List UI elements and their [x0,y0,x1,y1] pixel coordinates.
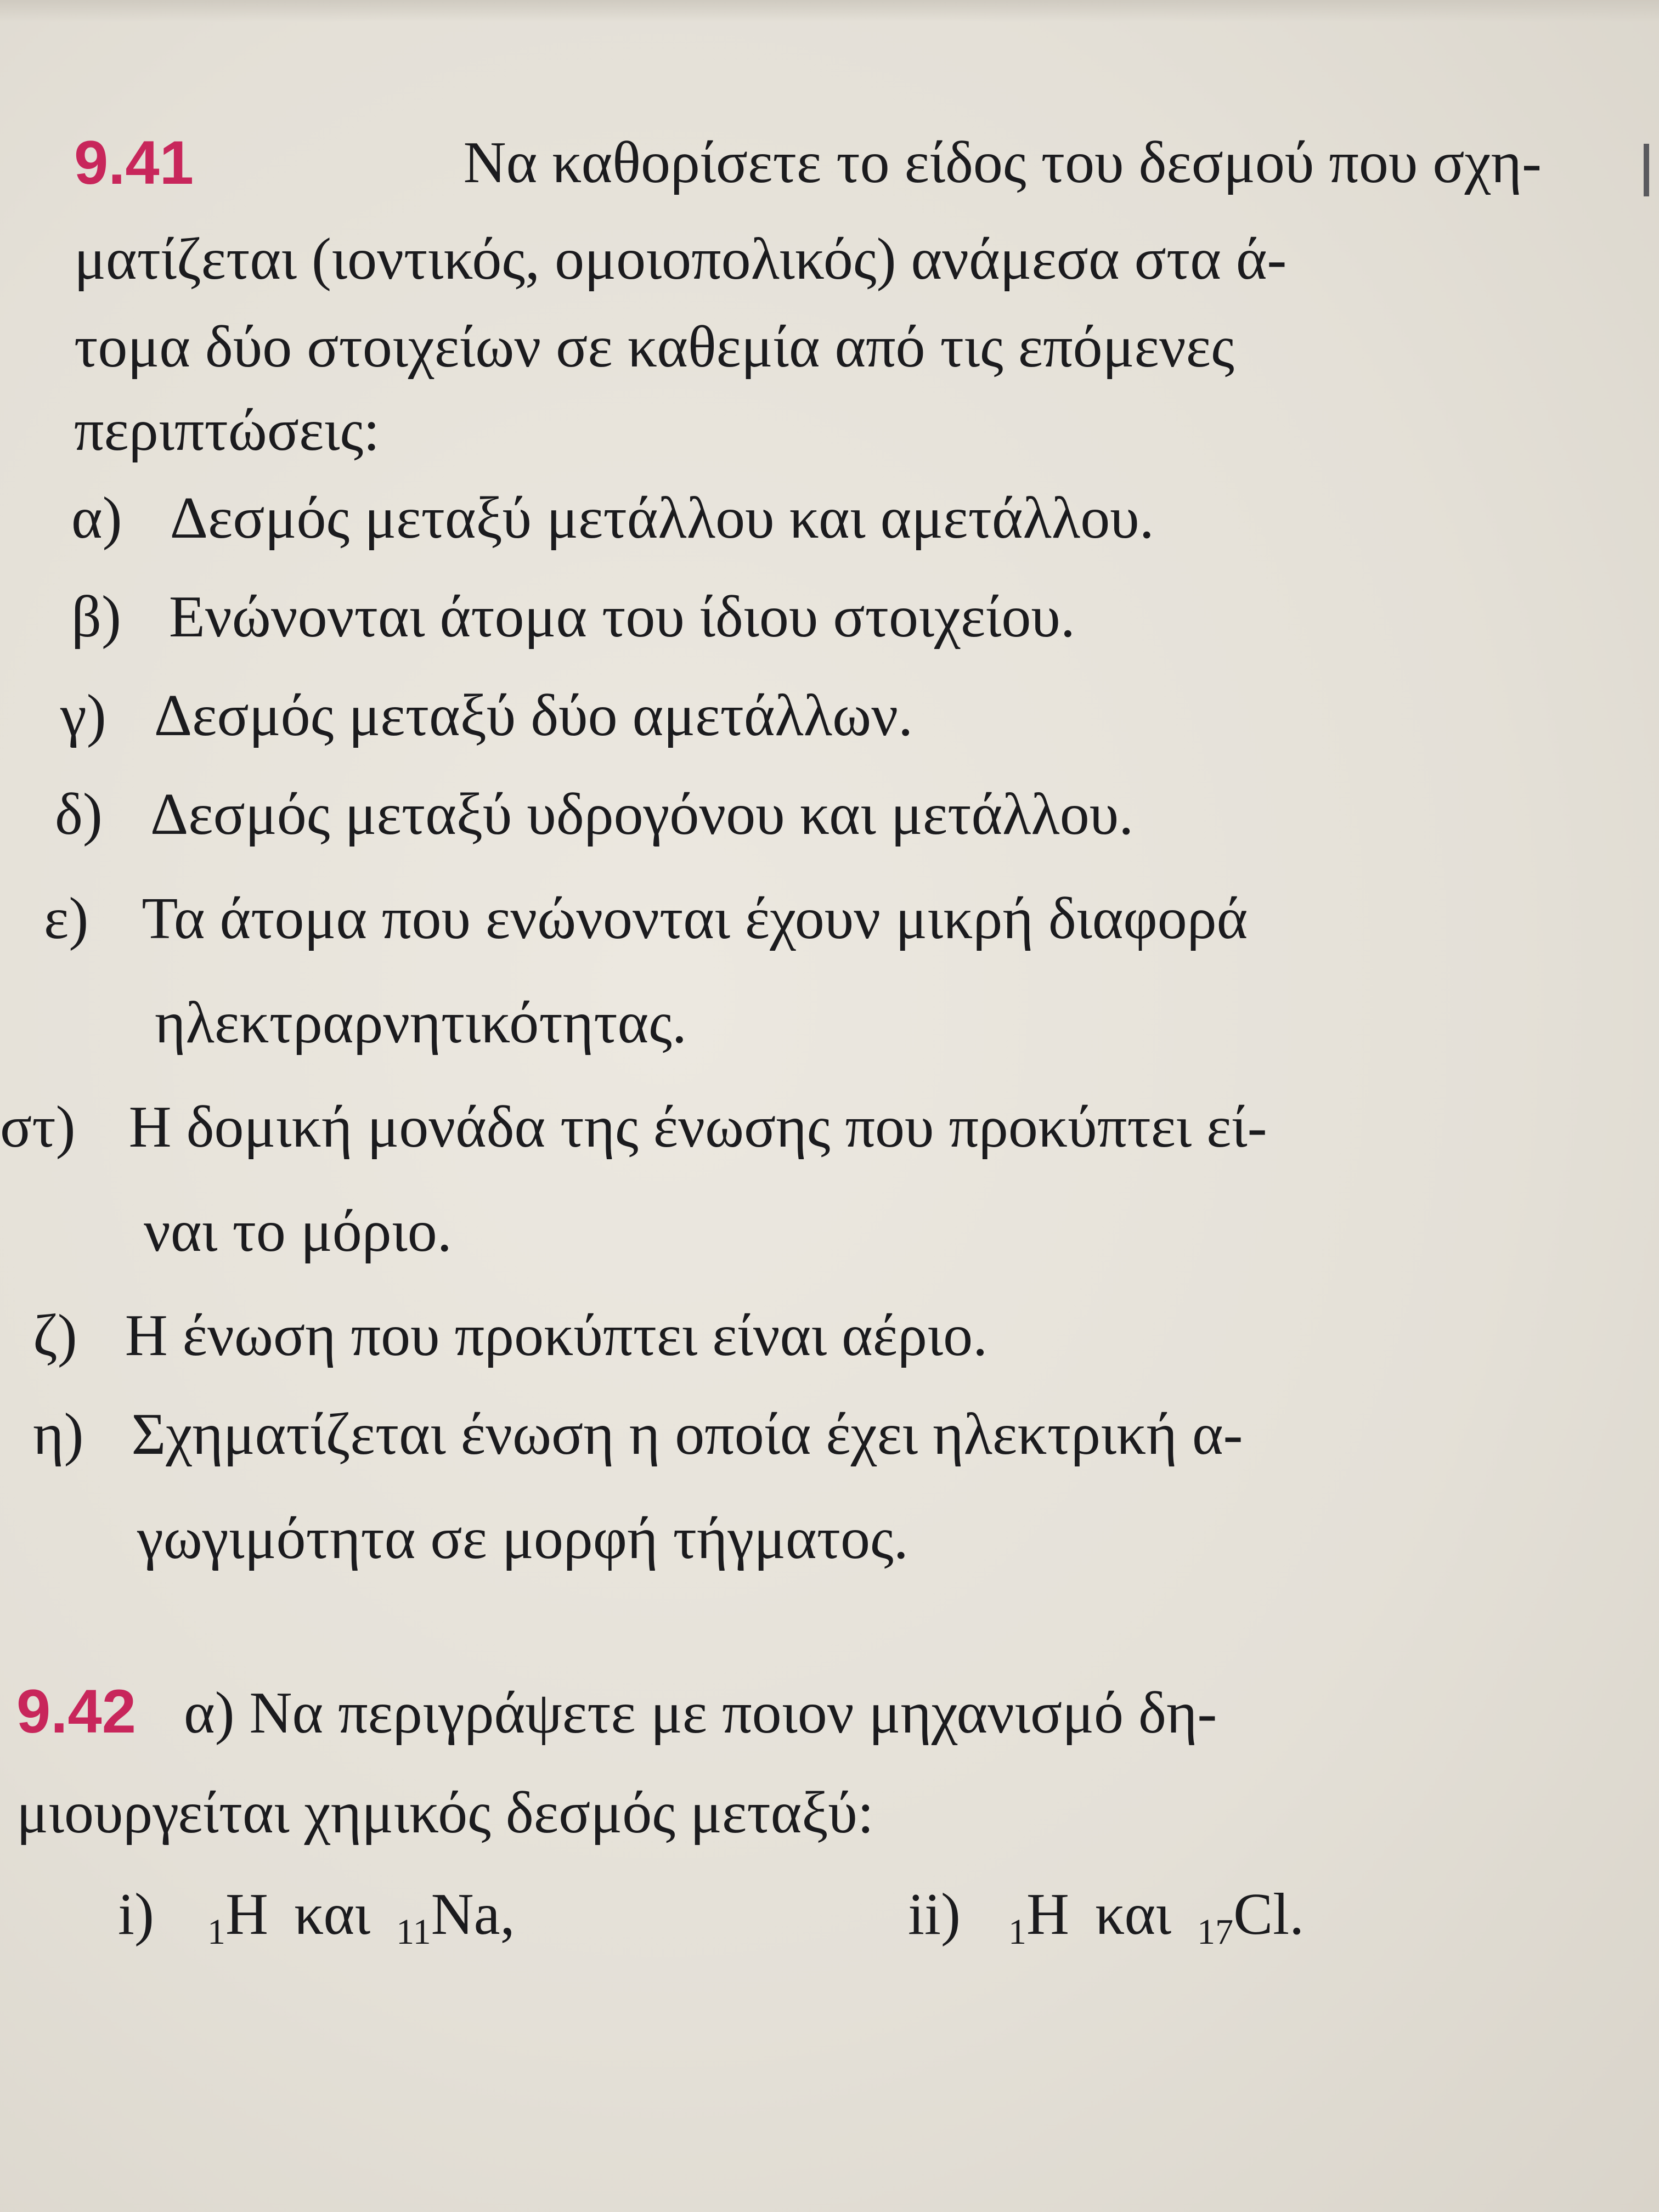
list-item-b [71,582,1075,653]
problem-942-line-2: μιουργείται χημικός δεσμός μεταξύ: [16,1780,874,1846]
problem-941-text: Να καθορίσετε το είδος του δεσμού που σχη- [463,130,1542,195]
item-text: Τα άτομα που ενώνονται έχουν μικρή διαφορά [142,886,1248,951]
subitem-i [118,1879,515,1950]
list-item-e-continued: ηλεκτραρνητικότητας. [155,990,687,1056]
punctuation: , [500,1882,515,1947]
problem-941-line-2: ματίζεται (ιοντικός, ομοιοπολικός) ανάμεσα στα ά- [74,227,1287,292]
list-item-z [33,1300,988,1372]
item-text: Η ένωση που προκύπτει είναι αέριο. [125,1303,988,1368]
problem-941-line-4: περιπτώσεις: [74,398,380,463]
item-label: η) [33,1402,84,1467]
problem-941-line-1 [74,127,1542,199]
list-item-h-continued: γωγιμότητα σε μορφή τήγματος. [137,1506,909,1571]
punctuation: . [1289,1882,1305,1947]
list-item-g [60,680,913,752]
list-item-d [55,779,1133,850]
atomic-number: 1 [1008,1912,1026,1952]
item-text: Σχηματίζεται ένωση η οποία έχει ηλεκτρική α- [131,1402,1243,1467]
element-symbol: Na [431,1882,500,1947]
element-symbol: Cl [1233,1882,1290,1947]
problem-941-line-3: τομα δύο στοιχείων σε καθεμία από τις επόμενες [74,314,1234,380]
problem-942-text: α) Να περιγράψετε με ποιον μηχανισμό δη- [183,1680,1217,1746]
subitem-ii [908,1879,1304,1950]
item-label: δ) [55,782,103,847]
list-item-e [44,883,1248,955]
item-label: α) [71,486,122,551]
list-item-a [71,483,1154,554]
facing-page-edge-mark [1644,144,1649,196]
conjunction: και [1094,1882,1172,1947]
item-text: Δεσμός μεταξύ υδρογόνου και μετάλλου. [150,782,1134,847]
atomic-number: 17 [1197,1912,1234,1952]
atomic-number: 1 [207,1912,225,1952]
problem-942-line-1 [16,1676,1217,1749]
subitem-label: ii) [908,1882,961,1947]
problem-number-942: 9.42 [16,1677,136,1746]
subitem-label: i) [118,1882,154,1947]
list-item-st-continued: ναι το μόριο. [144,1199,452,1264]
item-label: ζ) [33,1303,77,1368]
element-symbol: H [225,1882,268,1947]
item-label: στ) [0,1094,76,1160]
atomic-number: 11 [396,1912,431,1952]
item-label: ε) [44,886,89,951]
conjunction: και [294,1882,371,1947]
element-symbol: H [1026,1882,1069,1947]
item-label: γ) [60,683,106,748]
item-text: Δεσμός μεταξύ μετάλλου και αμετάλλου. [170,486,1154,551]
item-label: β) [71,584,121,650]
problem-number-941: 9.41 [74,128,194,197]
item-text: Ενώνονται άτομα του ίδιου στοιχείου. [168,584,1075,650]
page-top-shadow [0,0,1659,22]
list-item-st [0,1092,1267,1163]
item-text: Δεσμός μεταξύ δύο αμετάλλων. [154,683,913,748]
list-item-h [33,1399,1243,1470]
item-text: Η δομική μονάδα της ένωσης που προκύπτει εί- [128,1094,1267,1160]
